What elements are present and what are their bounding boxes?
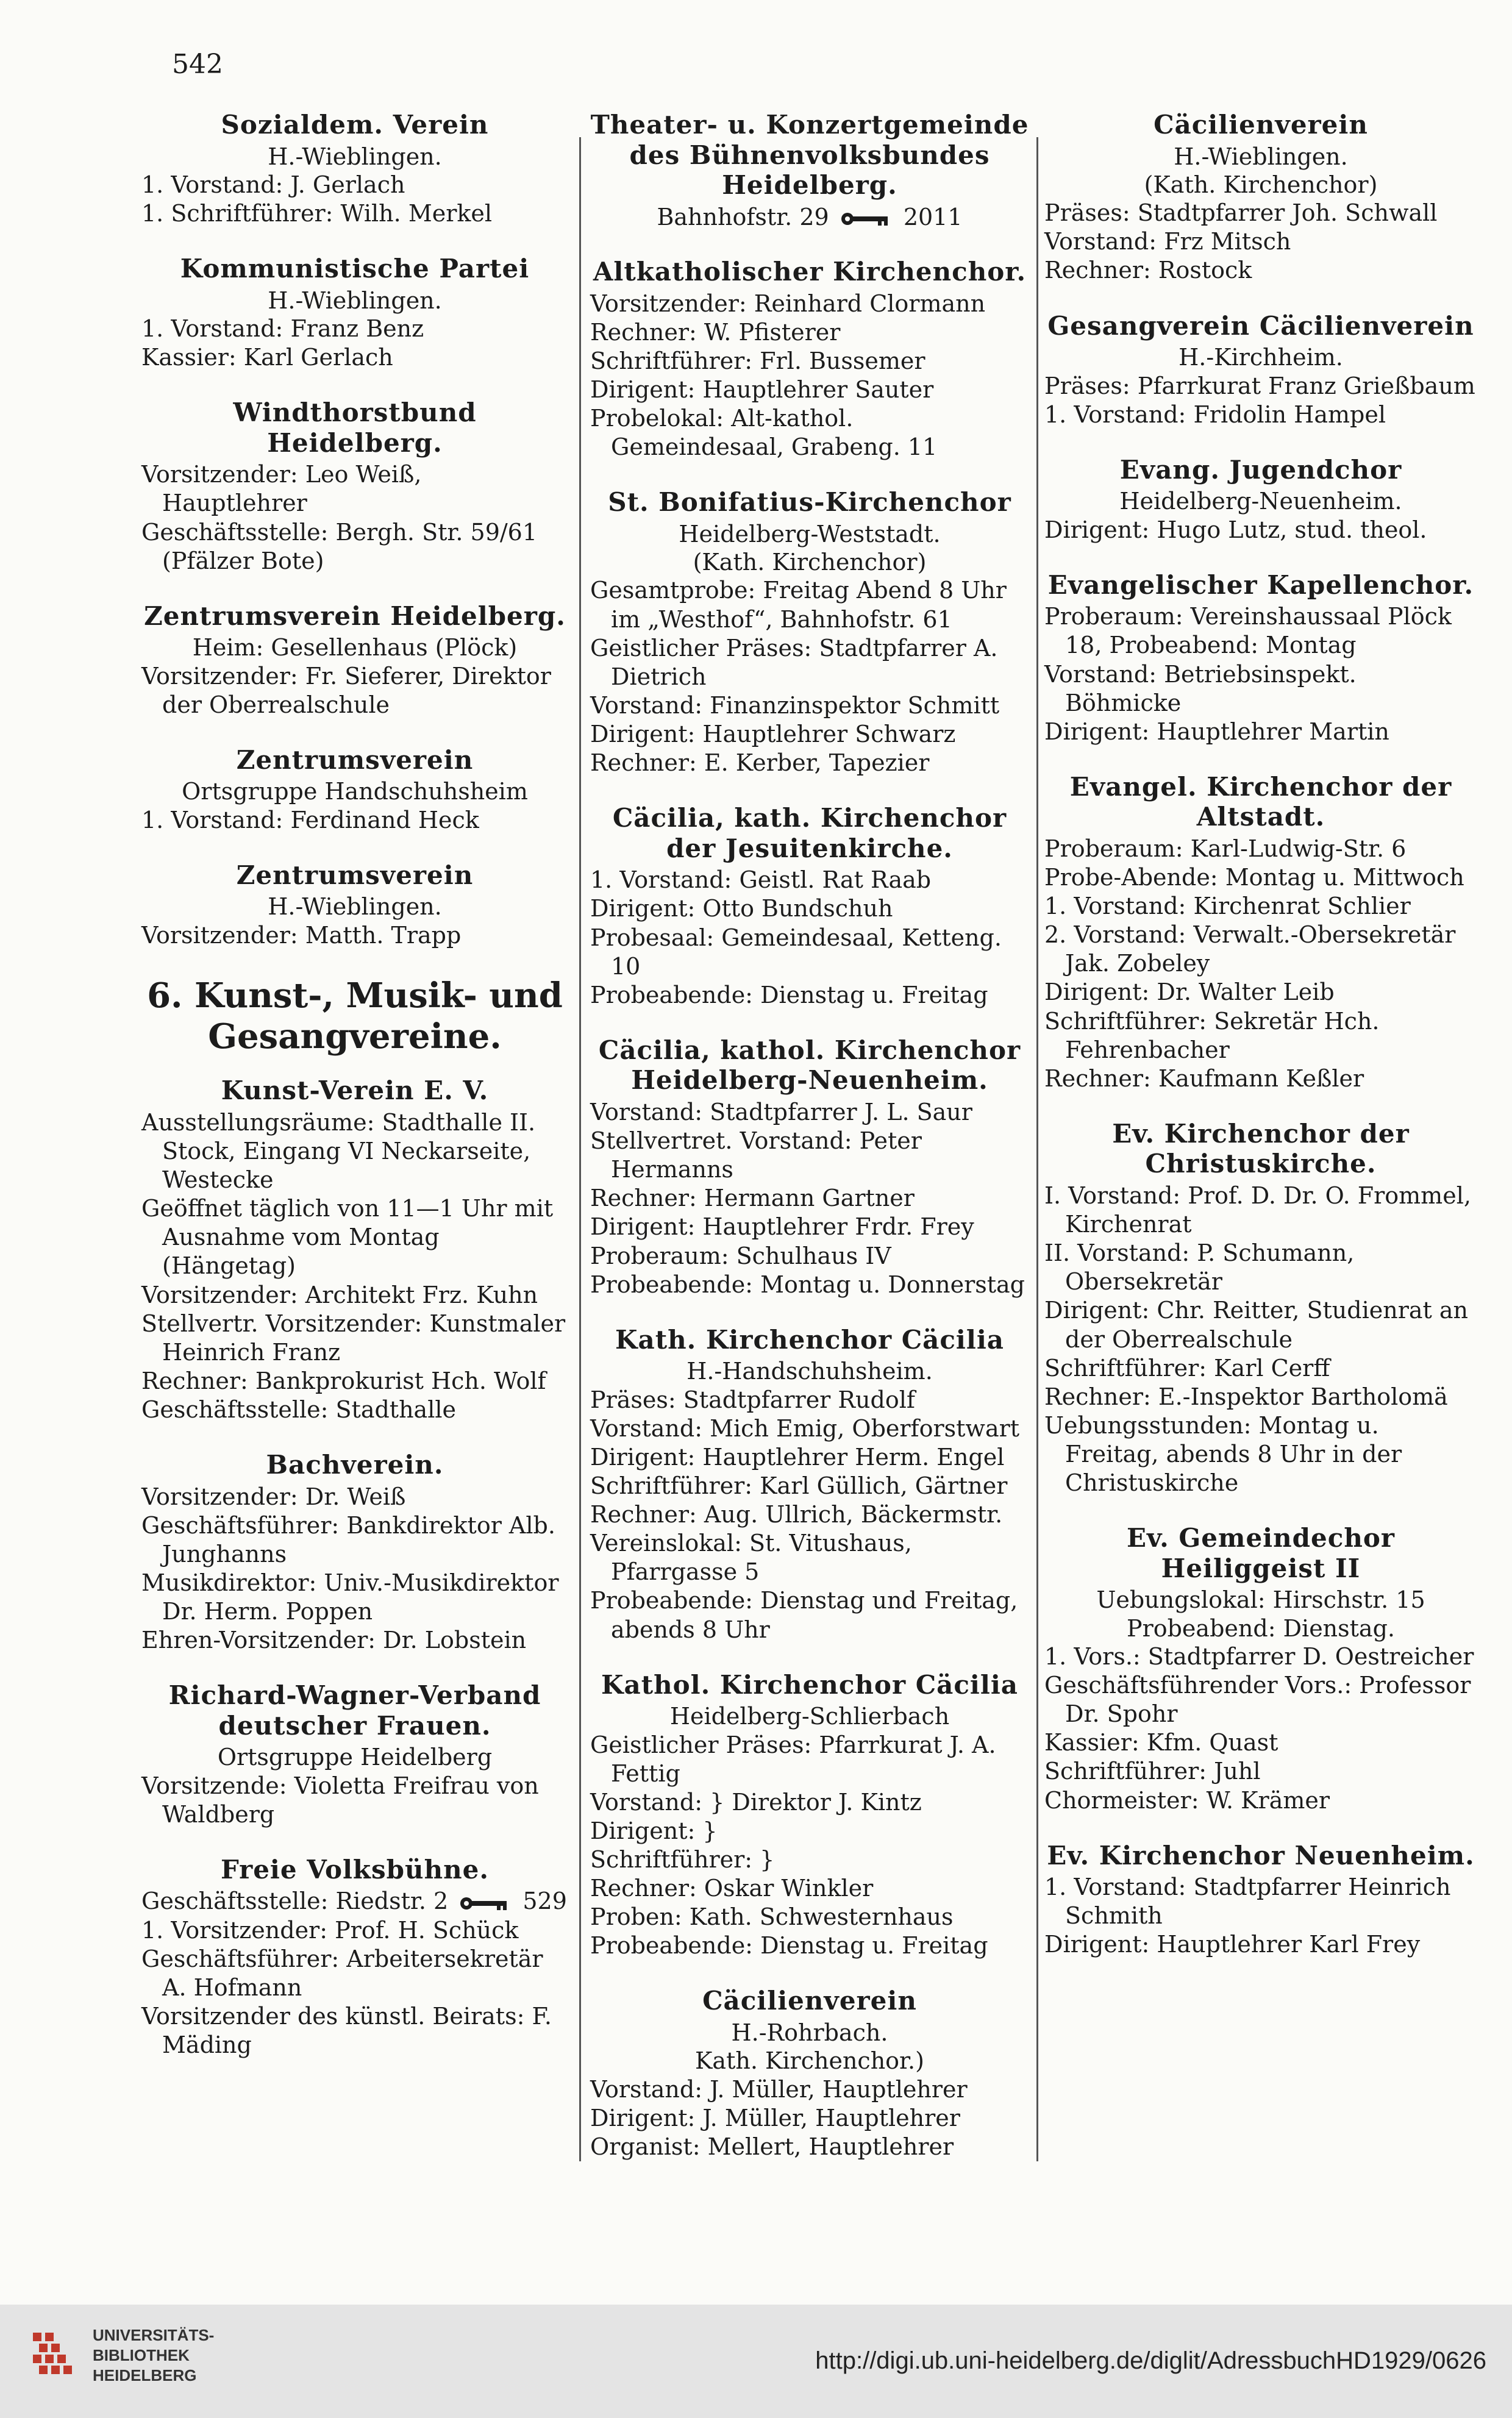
entry-title: St. Bonifatius-Kirchenchor [608, 487, 1011, 518]
entry-line: Geschäftsstelle: Bergh. Str. 59/61 (Pfälzer Bote) [141, 518, 538, 574]
entry-line: Rechner: W. Pfisterer [590, 318, 841, 346]
entry-line: Stellvertret. Vorstand: Peter Hermanns [590, 1127, 922, 1183]
entry-line: Dirigent: Hauptlehrer Herm. Engel [590, 1443, 1005, 1471]
entry-line: Vorstand: J. Müller, Hauptlehrer [590, 2075, 968, 2103]
column-rule [579, 137, 581, 2161]
directory-entry [590, 803, 1029, 1010]
university-library-logo [29, 2329, 84, 2384]
entry-subtitle: Ortsgruppe Heidelberg [217, 1744, 493, 1771]
entry-title: Zentrumsverein [236, 744, 474, 775]
entry-line: Schriftführer: Karl Cerff [1044, 1354, 1330, 1382]
entry-title: Cäcilienverein [1154, 110, 1368, 140]
directory-entry [590, 1670, 1029, 1961]
entry-line: Geschäftsführender Vors.: Professor Dr. Spohr [1044, 1672, 1471, 1728]
directory-entry [590, 1035, 1029, 1299]
entry-line: 1. Vorstand: J. Gerlach [141, 171, 405, 198]
entry-line: Probesaal: Gemeindesaal, Ketteng. 10 [590, 924, 1002, 980]
entry-line: 1. Vorstand: Fridolin Hampel [1044, 401, 1386, 428]
entry-line: Probelokal: Alt-kathol. Gemeindesaal, Grabeng. 11 [590, 404, 938, 461]
entry-line: Vereinslokal: St. Vitushaus, Pfarrgasse 5 [590, 1530, 912, 1586]
column-middle [590, 110, 1029, 2187]
entry-line: Probeabende: Dienstag u. Freitag [590, 981, 988, 1008]
entry-line: I. Vorstand: Prof. D. Dr. O. Frommel, Kirchenrat [1044, 1182, 1471, 1238]
entry-line: Schriftführer: } [590, 1846, 775, 1873]
directory-entry [141, 1450, 568, 1655]
entry-line: Vorsitzende: Violetta Freifrau von Waldberg [141, 1772, 539, 1828]
entry-line: Uebungsstunden: Montag u. Freitag, abends 8 Uhr in der Christuskirche [1044, 1411, 1402, 1497]
entry-line: Dirigent: J. Müller, Hauptlehrer [590, 2104, 960, 2131]
entry-line: 1. Vorstand: Geistl. Rat Raab [590, 866, 932, 894]
entry-line: Vorsitzender des künstl. Beirats: F. Mäding [141, 2002, 552, 2059]
section-heading: 6. Kunst-, Musik- und Gesangvereine. [147, 975, 563, 1057]
entry-line: Rechner: Rostock [1044, 257, 1252, 284]
entry-subtitle: Heidelberg-Neuenheim. [1119, 488, 1402, 515]
entry-subtitle: Kath. Kirchenchor.) [695, 2047, 924, 2075]
entry-line: Schriftführer: Karl Güllich, Gärtner [590, 1472, 1008, 1499]
entry-subtitle: H.-Wieblingen. [268, 287, 442, 314]
directory-entry [141, 1680, 568, 1829]
entry-line: 1. Vorstand: Kirchenrat Schlier [1044, 893, 1411, 920]
directory-entry [590, 1986, 1029, 2161]
entry-title: Altkatholischer Kirchenchor. [593, 257, 1027, 287]
entry-line: Präses: Pfarrkurat Franz Grießbaum [1044, 372, 1475, 399]
entry-line: Präses: Stadtpfarrer Joh. Schwall [1044, 199, 1438, 227]
directory-entry [141, 254, 568, 372]
entry-line: Probe-Abende: Montag u. Mittwoch [1044, 864, 1464, 891]
entry-line: 1. Vorstand: Franz Benz [141, 315, 424, 343]
entry-subtitle: Heidelberg-Schlierbach [669, 1703, 950, 1730]
entry-line: Geschäftsführer: Arbeitersekretär A. Hofmann [141, 1945, 543, 2001]
directory-entry [590, 487, 1029, 777]
entry-line: Probeabende: Dienstag u. Freitag [590, 1932, 988, 1960]
entry-line: Vorsitzender: Matth. Trapp [141, 921, 462, 949]
entry-line: Organist: Mellert, Hauptlehrer [590, 2133, 954, 2160]
entry-line: 1. Vorsitzender: Prof. H. Schück [141, 1916, 519, 1944]
entry-title: Ev. Kirchenchor der Christuskirche. [1112, 1118, 1410, 1179]
entry-line: Vorstand: Betriebsinspekt. Böhmicke [1044, 660, 1357, 716]
entry-title: Gesangverein Cäcilienverein [1047, 310, 1474, 341]
entry-title: Bachverein. [266, 1450, 444, 1480]
entry-line: Präses: Stadtpfarrer Rudolf [590, 1386, 915, 1413]
entry-line: Vorstand: Mich Emig, Oberforstwart [590, 1414, 1020, 1442]
logo-line: BIBLIOTHEK [93, 2345, 190, 2364]
column-left [141, 110, 568, 2085]
entry-subtitle: Probeabend: Dienstag. [1127, 1614, 1395, 1642]
entry-line: Dirigent: Chr. Reitter, Studienrat an der Oberrealschule [1044, 1297, 1469, 1353]
entry-line: Geschäftsstelle: Riedstr. 2 529 [141, 1888, 567, 1915]
entry-subtitle: Heidelberg-Weststadt. [679, 520, 941, 547]
directory-entry [1044, 772, 1477, 1093]
entry-line: Proberaum: Karl-Ludwig-Str. 6 [1044, 835, 1407, 862]
entry-line: Kassier: Kfm. Quast [1044, 1729, 1278, 1756]
entry-subtitle: Bahnhofstr. 29 2011 [657, 203, 963, 230]
entry-subtitle: Ortsgruppe Handschuhsheim [182, 778, 528, 805]
entry-title: Sozialdem. Verein [221, 110, 489, 140]
entry-line: Musikdirektor: Univ.-Musikdirektor Dr. Herm. Poppen [141, 1569, 559, 1625]
entry-title: Kunst-Verein E. V. [221, 1075, 489, 1106]
entry-title: Ev. Gemeindechor Heiliggeist II [1126, 1523, 1396, 1583]
entry-line: Vorstand: } Direktor J. Kintz [590, 1788, 922, 1816]
entry-line: Vorsitzender: Dr. Weiß [141, 1483, 406, 1510]
entry-line: Rechner: Aug. Ullrich, Bäckermstr. [590, 1501, 1003, 1528]
entry-line: Vorstand: Stadtpfarrer J. L. Saur [590, 1098, 972, 1125]
entry-line: Vorsitzender: Reinhard Clormann [590, 290, 986, 317]
directory-entry [141, 398, 568, 576]
entry-line: Dirigent: Hauptlehrer Karl Frey [1044, 1931, 1421, 1958]
entry-title: Cäcilia, kath. Kirchenchor der Jesuitenkirche. [612, 803, 1007, 863]
entry-line: 1. Vors.: Stadtpfarrer D. Oestreicher [1044, 1643, 1474, 1671]
entry-title: Freie Volksbühne. [221, 1854, 489, 1885]
directory-entry [1044, 570, 1477, 746]
entry-line: Dirigent: Hauptlehrer Schwarz [590, 721, 956, 748]
entry-line: 1. Schriftführer: Wilh. Merkel [141, 200, 493, 227]
entry-line: Dirigent: Dr. Walter Leib [1044, 979, 1335, 1006]
entry-line: Vorsitzender: Leo Weiß, Hauptlehrer [141, 461, 422, 517]
entry-line: Kassier: Karl Gerlach [141, 344, 393, 371]
entry-subtitle: H.-Wieblingen. [1174, 143, 1348, 170]
entry-line: II. Vorstand: P. Schumann, Obersekretär [1044, 1239, 1355, 1296]
directory-entry [1044, 1523, 1477, 1814]
entry-line: Rechner: Kaufmann Keßler [1044, 1065, 1364, 1092]
entry-line: Rechner: Bankprokurist Hch. Wolf [141, 1367, 546, 1394]
logo-text [93, 2325, 214, 2385]
entry-subtitle: H.-Kirchheim. [1179, 344, 1343, 371]
entry-subtitle: (Kath. Kirchenchor) [693, 549, 927, 576]
directory-entry [590, 1325, 1029, 1644]
footer-bar [0, 2305, 1512, 2418]
entry-line: Chormeister: W. Krämer [1044, 1786, 1330, 1814]
directory-entry [590, 110, 1029, 231]
entry-title: Cäcilienverein [702, 1986, 917, 2016]
telephone-key-icon [839, 211, 894, 227]
page-number: 542 [172, 49, 223, 80]
directory-entry [1044, 311, 1477, 429]
column-right [1044, 110, 1477, 1985]
entry-subtitle: Uebungslokal: Hirschstr. 15 [1096, 1586, 1425, 1614]
entry-subtitle: H.-Wieblingen. [268, 143, 442, 170]
directory-entry [141, 601, 568, 719]
logo-line: UNIVERSITÄTS- [93, 2326, 215, 2344]
entry-line: Rechner: Hermann Gartner [590, 1185, 915, 1212]
entry-title: Zentrumsverein [236, 860, 474, 890]
entry-line: Dirigent: Hauptlehrer Sauter [590, 376, 934, 403]
directory-entry [590, 257, 1029, 462]
directory-entry [141, 745, 568, 835]
entry-title: Zentrumsverein Heidelberg. [144, 601, 566, 631]
logo-line: HEIDELBERG [93, 2366, 197, 2384]
entry-title: Theater- u. Konzertgemeinde des Bühnenvolksbundes Heidelberg. [590, 110, 1029, 201]
entry-title: Kommunistische Partei [180, 254, 530, 284]
entry-line: Proben: Kath. Schwesternhaus [590, 1903, 954, 1931]
telephone-key-icon [458, 1896, 513, 1911]
entry-title: Kathol. Kirchenchor Cäcilia [601, 1669, 1018, 1700]
entry-line: Schriftführer: Frl. Bussemer [590, 347, 925, 374]
entry-title: Richard-Wagner-Verband deutscher Frauen. [168, 1680, 541, 1741]
entry-line: Vorstand: Finanzinspektor Schmitt [590, 691, 1000, 719]
entry-line: Geistlicher Präses: Stadtpfarrer A. Dietrich [590, 634, 998, 690]
entry-title: Windthorstbund Heidelberg. [233, 398, 477, 458]
entry-line: Geschäftsführer: Bankdirektor Alb. Junghanns [141, 1511, 555, 1567]
entry-title: Ev. Kirchenchor Neuenheim. [1047, 1840, 1475, 1871]
entry-title: Evang. Jugendchor [1119, 454, 1402, 485]
entry-line: Geschäftsstelle: Stadthalle [141, 1396, 457, 1423]
entry-title: Evangel. Kirchenchor der Altstadt. [1069, 771, 1452, 832]
entry-title: Kath. Kirchenchor Cäcilia [615, 1324, 1005, 1355]
entry-title: Cäcilia, kathol. Kirchenchor Heidelberg-Neuenheim. [598, 1035, 1021, 1096]
entry-line: Geistlicher Präses: Pfarrkurat J. A. Fettig [590, 1731, 996, 1787]
entry-line: Dirigent: } [590, 1817, 718, 1844]
directory-entry [141, 1075, 568, 1424]
entry-line: Ehren-Vorsitzender: Dr. Lobstein [141, 1627, 527, 1654]
directory-entry [1044, 455, 1477, 544]
entry-line: Ausstellungsräume: Stadthalle II. Stock, Eingang VI Neckarseite, Westecke [141, 1108, 536, 1194]
entry-line: 1. Vorstand: Ferdinand Heck [141, 806, 479, 833]
directory-entry [141, 860, 568, 950]
entry-line: Dirigent: Otto Bundschuh [590, 895, 893, 922]
entry-line: Probeabende: Montag u. Donnerstag [590, 1271, 1025, 1298]
entry-line: Rechner: Oskar Winkler [590, 1875, 874, 1902]
directory-entry [1044, 110, 1477, 285]
entry-subtitle: H.-Rohrbach. [731, 2019, 888, 2046]
entry-line: Geöffnet täglich von 11—1 Uhr mit Ausnahme vom Montag (Hängetag) [141, 1195, 554, 1280]
directory-entry [1044, 1119, 1477, 1497]
entry-line: Dirigent: Hauptlehrer Martin [1044, 718, 1389, 745]
entry-subtitle: H.-Wieblingen. [268, 893, 442, 921]
entry-line: Dirigent: Hugo Lutz, stud. theol. [1044, 516, 1427, 543]
entry-title: Evangelischer Kapellenchor. [1047, 569, 1474, 600]
entry-line: Proberaum: Schulhaus IV [590, 1242, 891, 1269]
directory-entry [1044, 1841, 1477, 1960]
entry-subtitle: H.-Handschuhsheim. [686, 1358, 933, 1385]
entry-subtitle: Heim: Gesellenhaus (Plöck) [192, 634, 518, 662]
entry-subtitle: (Kath. Kirchenchor) [1144, 171, 1378, 198]
entry-line: Vorsitzender: Architekt Frz. Kuhn [141, 1281, 538, 1308]
entry-line: 1. Vorstand: Stadtpfarrer Heinrich Schmith [1044, 1874, 1451, 1930]
directory-entry [141, 110, 568, 228]
directory-entry [141, 1855, 568, 2060]
entry-line: Proberaum: Vereinshaussaal Plöck 18, Probeabend: Montag [1044, 603, 1452, 659]
entry-line: Rechner: E.-Inspektor Bartholomä [1044, 1383, 1448, 1410]
entry-line: Gesamtprobe: Freitag Abend 8 Uhr im „Westhof“, Bahnhofstr. 61 [590, 577, 1007, 633]
entry-line: Vorstand: Frz Mitsch [1044, 228, 1291, 255]
entry-line: Probeabende: Dienstag und Freitag, abends 8 Uhr [590, 1587, 1018, 1643]
entry-line: Vorsitzender: Fr. Sieferer, Direktor der Oberrealschule [141, 662, 551, 718]
source-url-link[interactable]: http://digi.ub.uni-heidelberg.de/diglit/AdressbuchHD1929/0626 [815, 2347, 1486, 2374]
entry-line: Stellvertr. Vorsitzender: Kunstmaler Heinrich Franz [141, 1310, 566, 1366]
entry-line: 2. Vorstand: Verwalt.-Obersekretär Jak. Zobeley [1044, 921, 1456, 977]
entry-line: Rechner: E. Kerber, Tapezier [590, 749, 930, 777]
column-rule [1036, 137, 1038, 2161]
entry-line: Dirigent: Hauptlehrer Frdr. Frey [590, 1213, 974, 1241]
entry-line: Schriftführer: Juhl [1044, 1758, 1261, 1785]
entry-line: Schriftführer: Sekretär Hch. Fehrenbacher [1044, 1007, 1380, 1063]
